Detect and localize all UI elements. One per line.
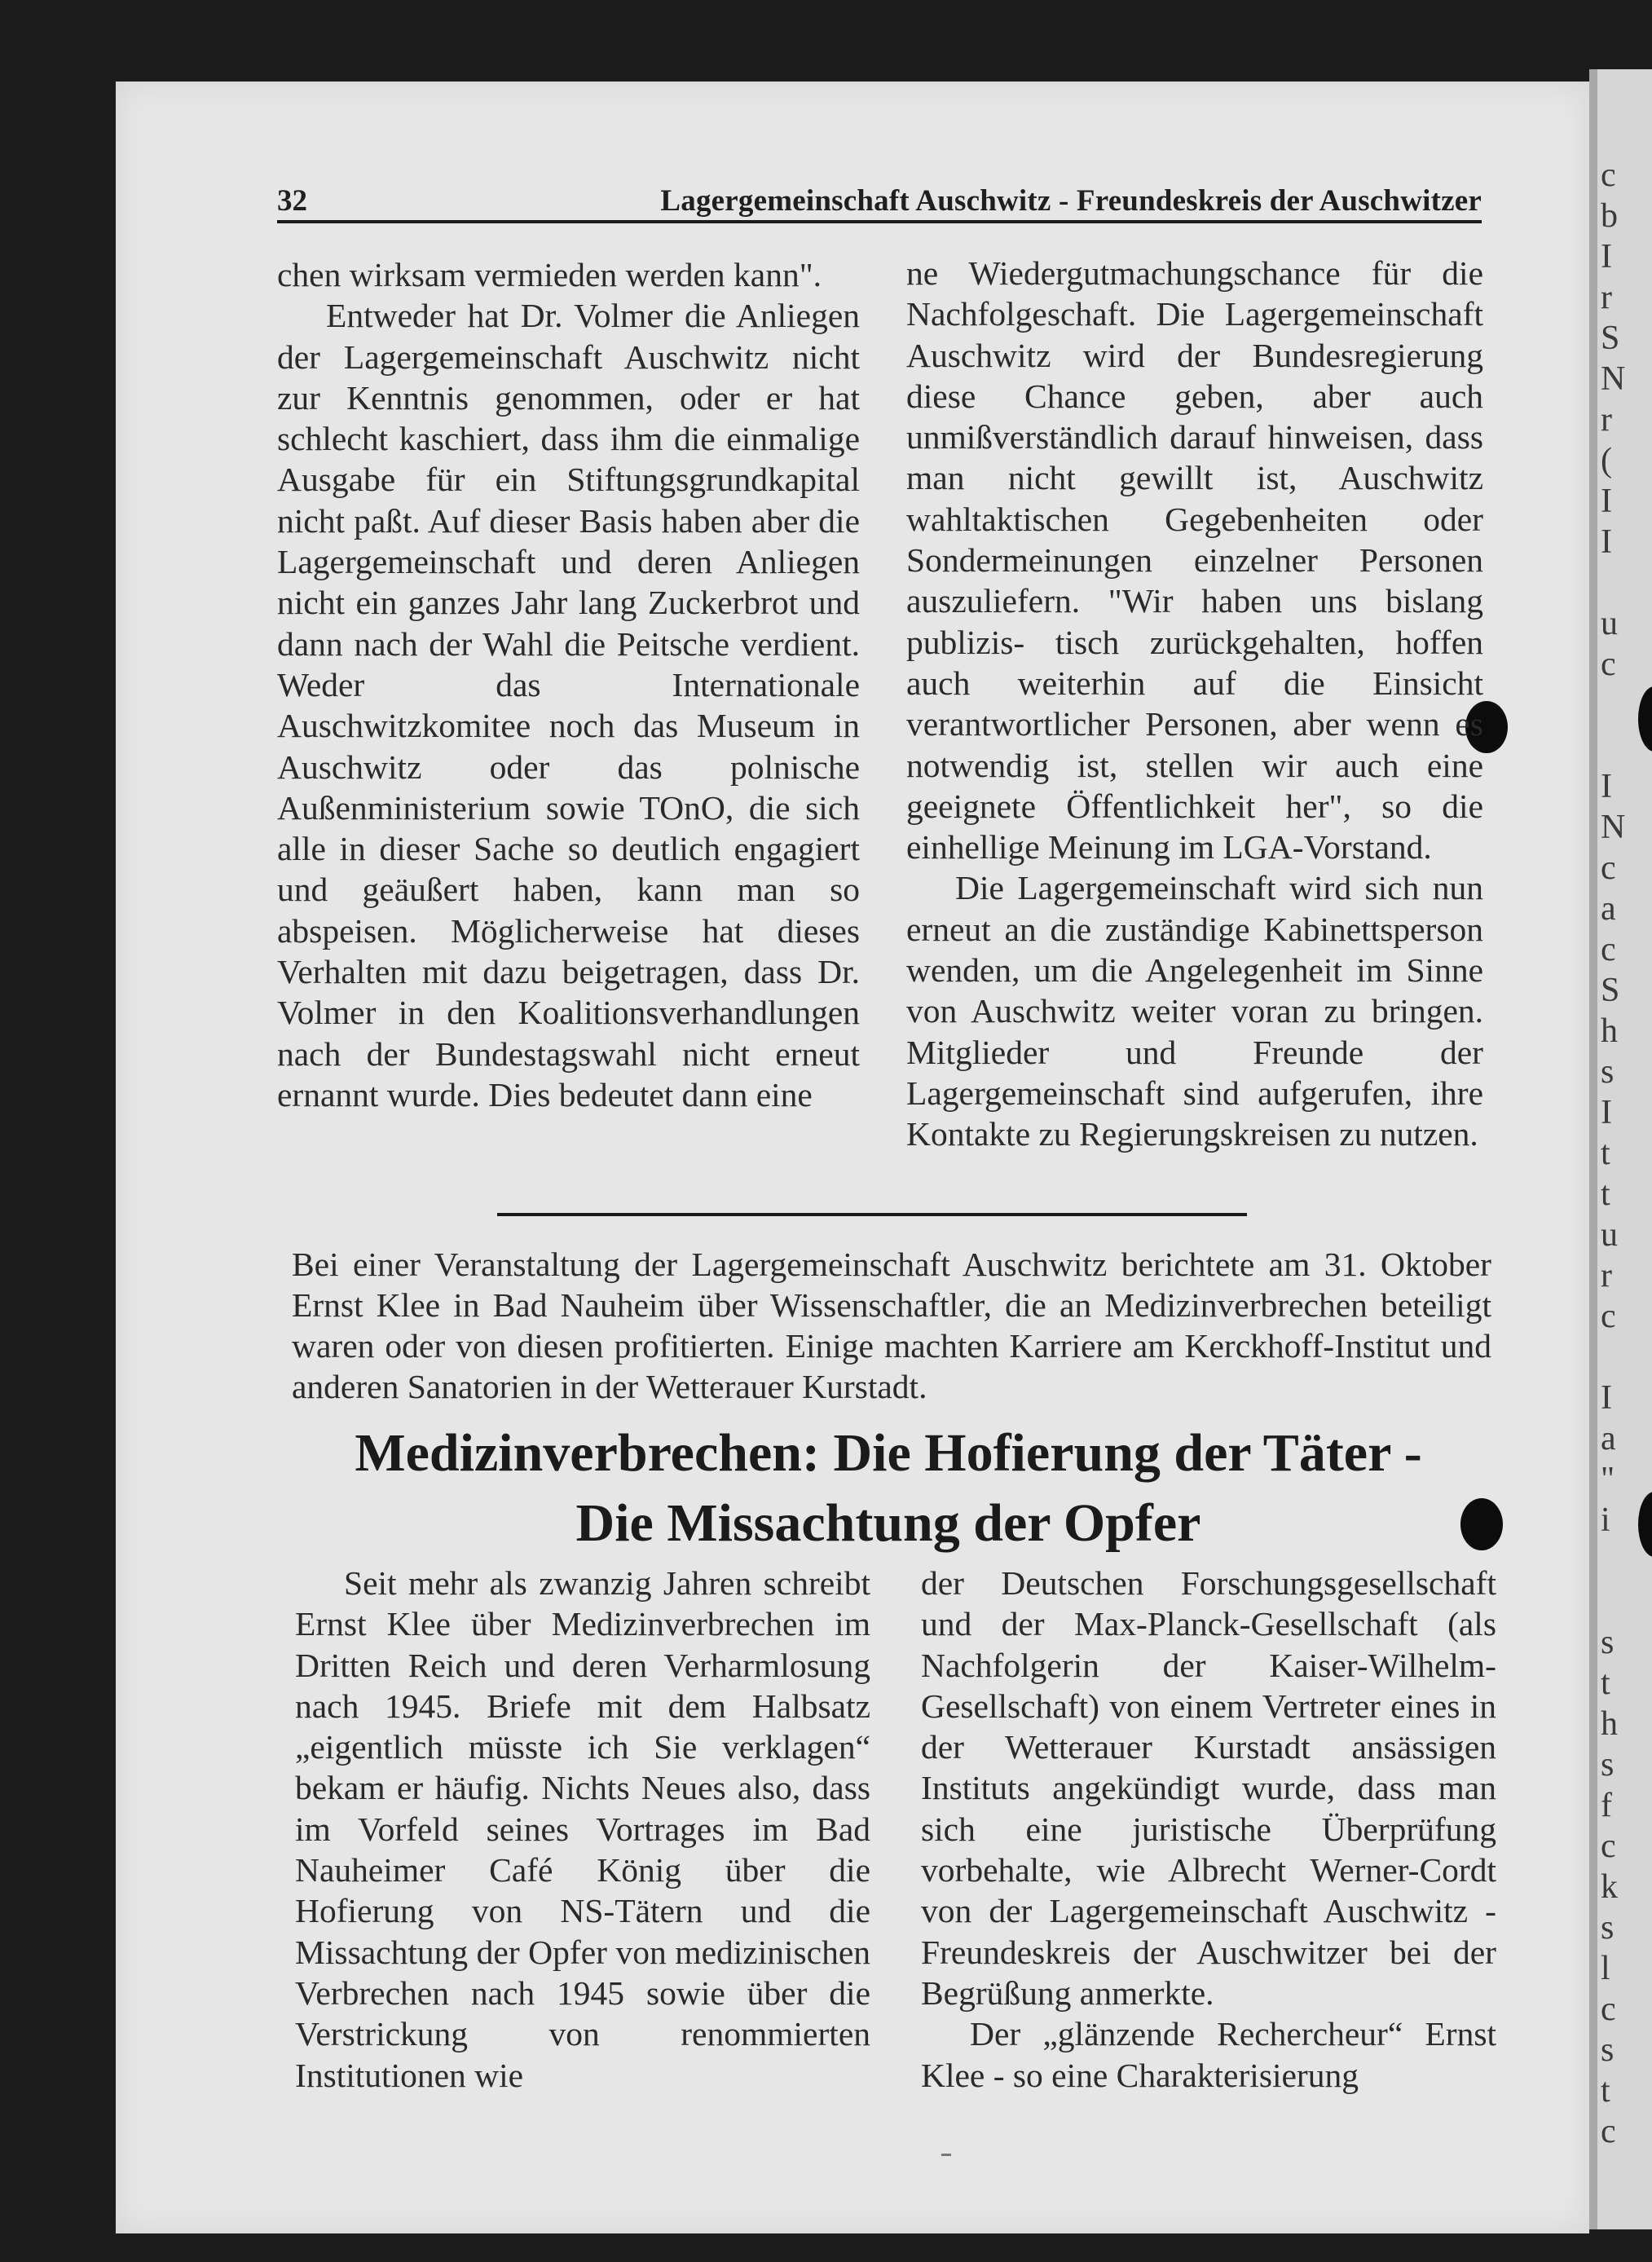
paragraph: ne Wiedergutmachungschance für die Nachfolgeschaft. Die Lagergemeinschaft Auschwitz wird der Bundesregierung diese Chance geben, aber auch unmißverständlich darauf hinweisen, dass man nicht gewillt ist, Auschwitz wahltaktischen Gegebenheiten oder Sondermeinungen einzelner Personen auszuliefern. "Wir haben uns bislang publizis- tisch zurückgehalten, hoffen auch weiterhin auf die Einsicht verantwortlicher Personen, aber wenn es notwendig ist, stellen wir auch eine geeignete Öffentlichkeit her", so die einhellige Meinung im LGA-Vorstand. bbox=[906, 254, 1483, 866]
paragraph: chen wirksam vermieden werden kann". bbox=[277, 256, 822, 293]
article-left-column bbox=[295, 1563, 870, 2096]
section-divider bbox=[497, 1213, 1247, 1216]
article-headline bbox=[293, 1418, 1483, 1559]
adjacent-page-edge bbox=[1589, 69, 1652, 2229]
running-head-title: Lagergemeinschaft Auschwitz - Freundeskreis der Auschwitzer bbox=[660, 184, 1482, 218]
headline-line-2: Die Missachtung der Opfer bbox=[575, 1493, 1201, 1553]
paragraph: Entweder hat Dr. Volmer die Anliegen der Lagergemeinschaft Auschwitz nicht zur Kenntnis genommen, oder er hat schlecht kaschiert, dass ihm die einmalige Ausgabe für ein Stiftungsgrundkapital nicht paßt. Auf dieser Basis haben aber die Lagergemeinschaft und deren Anliegen nicht ein ganzes Jahr lang Zuckerbrot und dann nach der Wahl die Peitsche verdient. Weder das Internationale Auschwitzkomitee noch das Museum in Auschwitz oder das polnische Außenministerium sowie TOnO, die sich alle in dieser Sache so deutlich engagiert und geäußert haben, kann man so abspeisen. Möglicherweise hat dieses Verhalten mit dazu beigetragen, dass Dr. Volmer in den Koalitionsverhandlungen nach der Bundestagswahl nicht erneut ernannt wurde. Dies bedeutet dann eine bbox=[277, 297, 860, 1113]
top-article-left-column bbox=[277, 254, 860, 1115]
running-head bbox=[277, 178, 1482, 223]
article-lead: Bei einer Veranstaltung der Lagergemeinschaft Auschwitz berichtete am 31. Oktober Ernst Klee in Bad Nauheim über Wissenschaftler, die an Medizinverbrechen beteiligt waren oder von diesen profitierten. Einige machten Karriere am Kerckhoff-Institut und anderen Sanatorien in der Wetterauer Kurstadt. bbox=[292, 1246, 1491, 1405]
page-gutter-shadow bbox=[1589, 69, 1597, 2229]
paragraph: Die Lagergemeinschaft wird sich nun erneut an die zuständige Kabinettsperson wenden, um die Angelegenheit im Sinne von Auschwitz weiter voran zu bringen. Mitglieder und Freunde der Lagergemeinschaft sind aufgerufen, ihre Kontakte zu Regierungskreisen zu nutzen. bbox=[906, 869, 1483, 1153]
top-article-right-column bbox=[906, 253, 1483, 1155]
page-number: 32 bbox=[277, 184, 307, 218]
paragraph: Seit mehr als zwanzig Jahren schreibt Ernst Klee über Medizinverbrechen im Dritten Reich und deren Verharmlosung nach 1945. Briefe mit dem Halbsatz „eigentlich müsste ich Sie verklagen“ bekam er häufig. Nichts Neues also, dass im Vorfeld seines Vortrages im Bad Nauheimer Café König über die Hofierung von NS-Tätern und die Missachtung der Opfer von medizinischen Verbrechen nach 1945 sowie über die Verstrickung von renommierten Institutionen wie bbox=[295, 1564, 870, 2094]
adjacent-page-text-fragments: c b I r S N r ( I I u c I N c a c S h s I t t u r c I a " i s t h s f c k s l c s t c bbox=[1601, 157, 1626, 2150]
paragraph: der Deutschen Forschungsgesellschaft und der Max-Planck-Gesellschaft (als Nachfolgerin der Kaiser-Wilhelm-Gesellschaft) von einem Vertreter eines in der Wetterauer Kurstadt ansässigen Instituts angekündigt wurde, dass man sich eine juristische Überprüfung vorbehalte, wie Albrecht Werner-Cordt von der Lagergemeinschaft Auschwitz - Freundeskreis der Auschwitzer bei der Begrüßung anmerkte. bbox=[921, 1564, 1496, 2012]
paragraph: Der „glänzende Rechercheur“ Ernst Klee - so eine Charakterisierung bbox=[921, 2015, 1496, 2094]
footer-mark bbox=[941, 2154, 951, 2156]
article-right-column bbox=[921, 1563, 1496, 2096]
headline-line-1: Medizinverbrechen: Die Hofierung der Täter - bbox=[355, 1423, 1422, 1483]
